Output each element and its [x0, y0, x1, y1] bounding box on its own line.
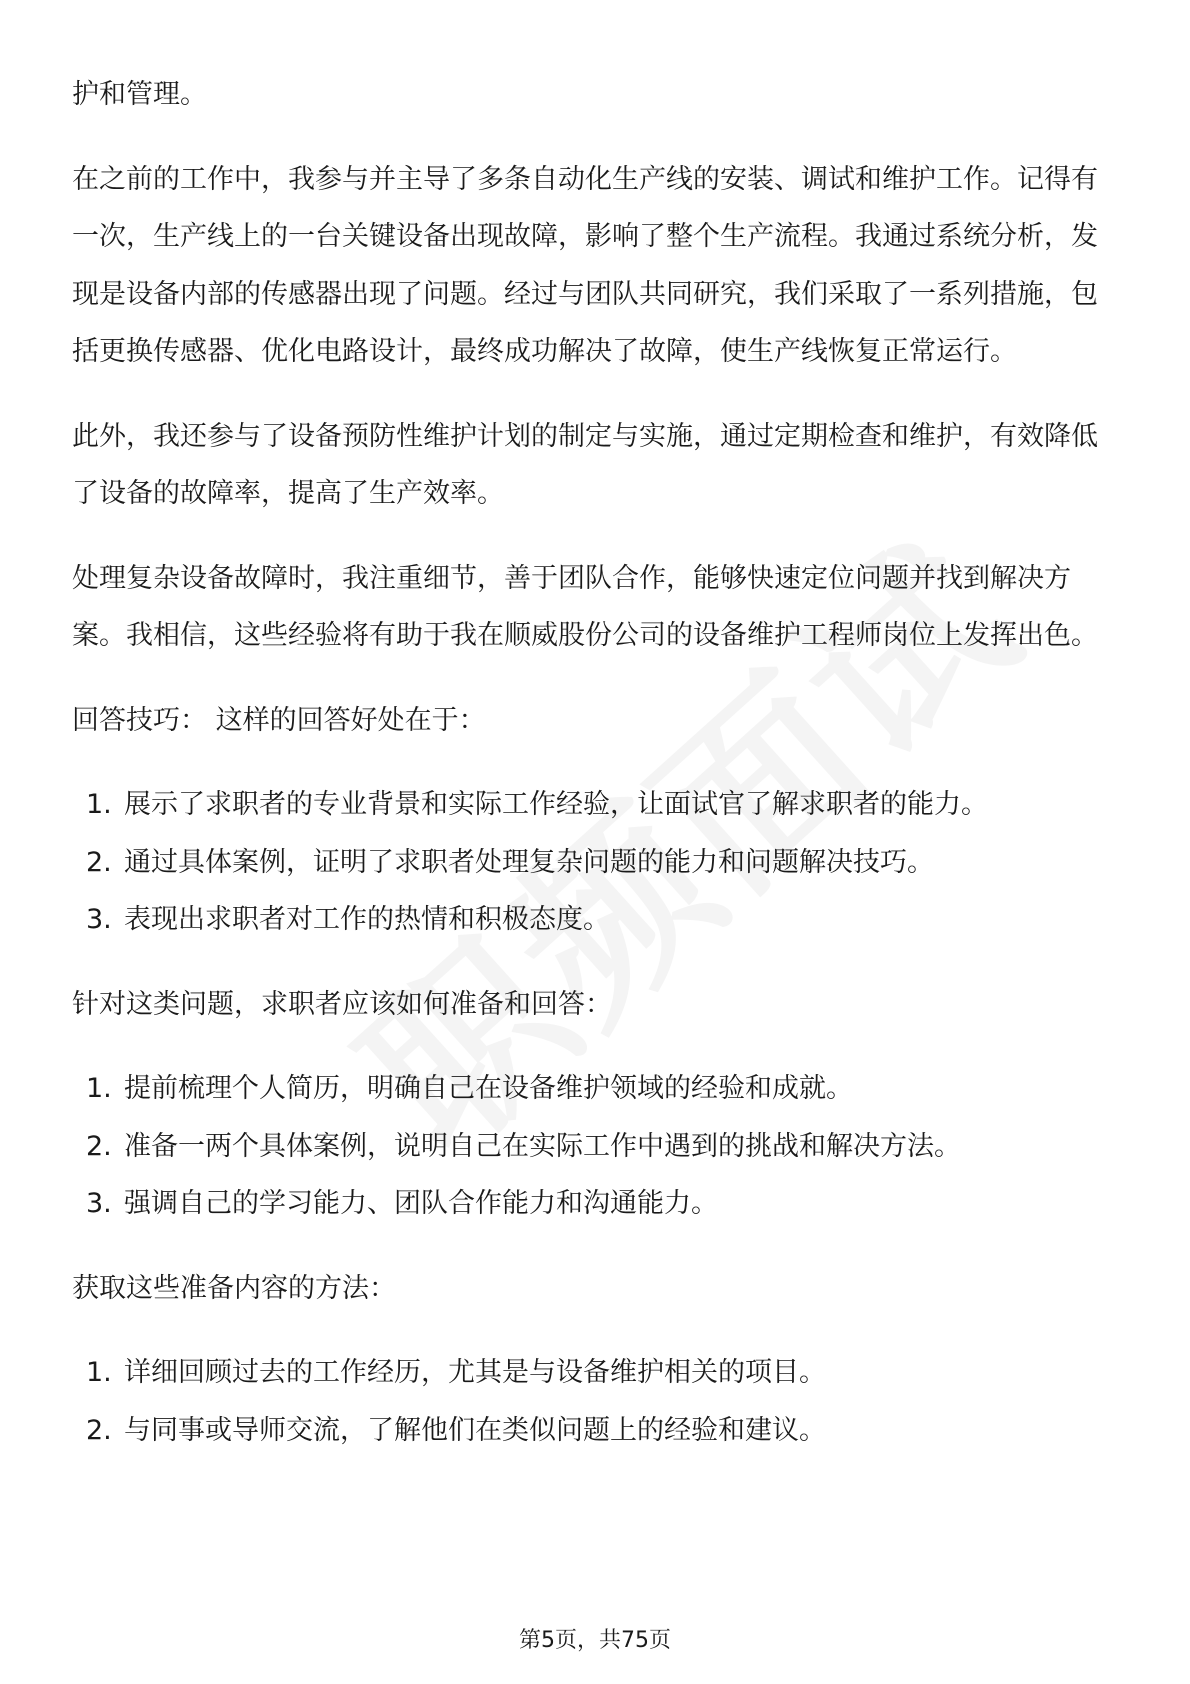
paragraph-conclusion: 处理复杂设备故障时，我注重细节，善于团队合作，能够快速定位问题并找到解决方案。我相信，这些经验将有助于我在顺威股份公司的设备维护工程师岗位上发挥出色。 [72, 562, 1098, 651]
paragraph-experience: 在之前的工作中，我参与并主导了多条自动化生产线的安装、调试和维护工作。记得有一次，生产线上的一台关键设备出现故障，影响了整个生产流程。我通过系统分析，发现是设备内部的传感器出现了问题。经过与团队共同研究，我们采取了一系列措施，包括更换传感器、优化电路设计，最终成功解决了故障，使生产线恢复正常运行。 [72, 163, 1098, 367]
prepare-list [72, 1060, 1118, 1233]
list-item [72, 1060, 1118, 1118]
list-text: 表现出求职者对工作的热情和积极态度。 [124, 904, 610, 935]
list-number: 2. [86, 1130, 112, 1162]
methods-heading: 获取这些准备内容的方法： [72, 1272, 396, 1304]
methods-list [72, 1344, 1118, 1459]
tips-heading: 回答技巧： 这样的回答好处在于： [72, 704, 486, 736]
list-number: 2. [86, 846, 112, 878]
list-text: 强调自己的学习能力、团队合作能力和沟通能力。 [124, 1188, 718, 1219]
list-number: 1. [86, 1073, 112, 1104]
list-item [72, 1118, 1118, 1176]
list-item [72, 1175, 1118, 1233]
list-number: 3. [86, 1188, 112, 1219]
paragraph-continuation: 护和管理。 [72, 79, 207, 110]
page-number-footer: 第5页，共75页 [519, 1628, 671, 1653]
list-number: 1. [86, 789, 112, 820]
list-item [72, 1344, 1118, 1402]
list-item [72, 834, 1118, 892]
list-text: 通过具体案例，证明了求职者处理复杂问题的能力和问题解决技巧。 [124, 846, 934, 878]
list-item [72, 1402, 1118, 1460]
list-item [72, 776, 1118, 834]
prepare-heading: 针对这类问题，求职者应该如何准备和回答： [72, 988, 612, 1020]
paragraph-prevention: 此外，我还参与了设备预防性维护计划的制定与实施，通过定期检查和维护，有效降低了设备的故障率，提高了生产效率。 [72, 420, 1098, 509]
list-text: 展示了求职者的专业背景和实际工作经验，让面试官了解求职者的能力。 [124, 789, 988, 820]
document-body [72, 66, 1118, 1459]
list-number: 3. [86, 904, 112, 935]
list-item [72, 891, 1118, 949]
list-text: 准备一两个具体案例，说明自己在实际工作中遇到的挑战和解决方法。 [124, 1130, 961, 1162]
list-text: 详细回顾过去的工作经历，尤其是与设备维护相关的项目。 [124, 1357, 826, 1388]
list-number: 1. [86, 1357, 112, 1388]
tips-list [72, 776, 1118, 949]
list-text: 与同事或导师交流，了解他们在类似问题上的经验和建议。 [124, 1414, 826, 1446]
list-text: 提前梳理个人简历，明确自己在设备维护领域的经验和成就。 [124, 1073, 853, 1104]
list-number: 2. [86, 1414, 112, 1446]
